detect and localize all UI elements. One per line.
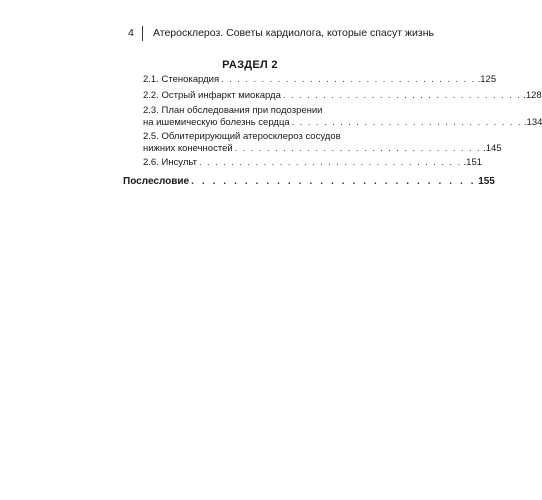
section-title: РАЗДЕЛ 2: [222, 59, 278, 71]
toc-page-number: .134: [523, 117, 542, 128]
toc-entry-examination-plan: [143, 105, 542, 129]
toc-leader-dots: . . . . . . . . . . . . . . . . . . . . . . . . . . .: [191, 176, 477, 187]
running-head: [123, 25, 434, 41]
toc-entry-title: 2.6. Инсульт: [143, 157, 197, 168]
toc-line: [143, 74, 497, 86]
toc-entry-obliterating-atherosclerosis: [143, 131, 502, 155]
toc-line: [143, 157, 483, 169]
toc-entry-afterword: [123, 176, 495, 188]
toc-page-number: 155: [478, 176, 495, 187]
toc-line: [143, 117, 542, 129]
toc-entry-title: 2.2. Острый инфаркт миокарда: [143, 90, 281, 101]
toc-entry-stroke: [143, 157, 483, 169]
book-title: Атеросклероз. Советы кардиолога, которые спасут жизнь: [153, 27, 434, 39]
header-divider: [142, 26, 143, 41]
toc-page-number: .151: [463, 157, 483, 168]
toc-entry-title-line1: 2.3. План обследования при подозрении: [143, 105, 323, 116]
toc-entry-title-line2: нижних конечностей: [143, 143, 233, 154]
toc-entry-title: 2.1. Стенокардия: [143, 74, 220, 85]
toc-entry-infarction: [143, 90, 542, 102]
toc-leader-dots: . . . . . . . . . . . . . . . . . . . . . . . . . . . . .: [291, 117, 522, 128]
toc-line: [143, 143, 502, 155]
toc-entry-title: Послесловие: [123, 176, 190, 187]
toc-leader-dots: . . . . . . . . . . . . . . . . . . . . . . . . . . . . . . . . .: [198, 157, 462, 168]
toc-entry-title-line2: на ишемическую болезнь сердца: [143, 117, 290, 128]
toc-leader-dots: . . . . . . . . . . . . . . . . . . . . . . . . . . . . . . .: [234, 143, 482, 154]
toc-line: [143, 90, 542, 102]
toc-page-number: .128: [523, 90, 542, 101]
toc-entry-title-line1: 2.5. Облитерирующий атеросклероз сосудов: [143, 131, 341, 142]
toc-entry-angina: [143, 74, 497, 86]
toc-line: [123, 176, 495, 188]
toc-leader-dots: . . . . . . . . . . . . . . . . . . . . . . . . . . . . . . . .: [221, 74, 476, 85]
page-number: 4: [128, 27, 134, 39]
toc-page-number: .125: [477, 74, 497, 85]
toc-page-number: .145: [483, 143, 502, 154]
toc-leader-dots: . . . . . . . . . . . . . . . . . . . . . . . . . . . . . .: [282, 90, 522, 101]
